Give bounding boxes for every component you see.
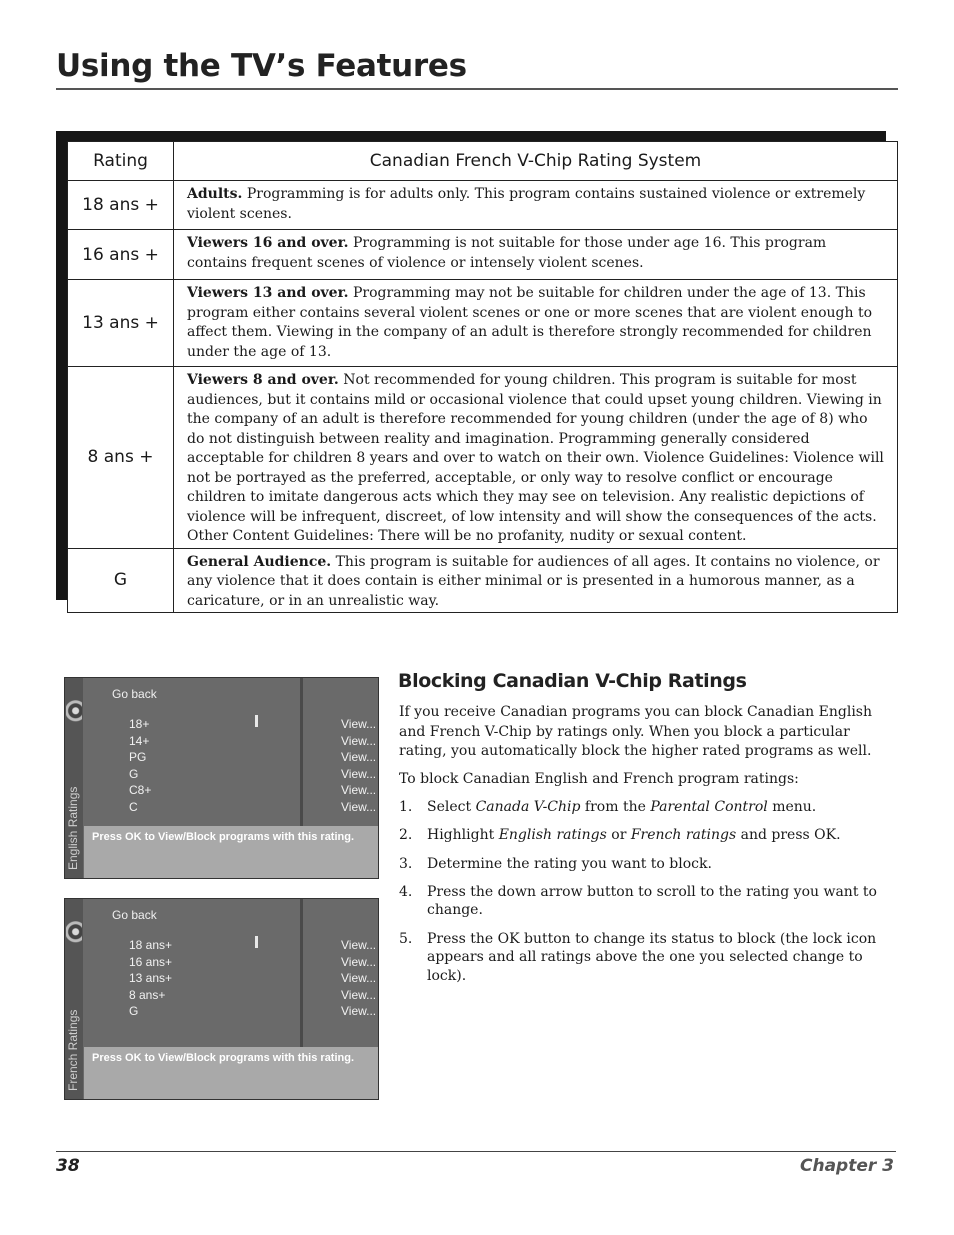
rating-item[interactable]: G [129,766,139,781]
footer-rule [56,1151,896,1152]
steps-lead: To block Canadian English and French program ratings: [399,771,799,787]
description-text: Programming is not suitable for those under age 16. This program contains frequent scenes of violence or intensely violent scenes. [187,235,827,271]
rating-cell: G [68,548,174,613]
description-lead: Viewers 13 and over. [187,285,349,301]
menu-right-pane [303,678,378,826]
step-text: and press OK. [736,827,841,844]
view-item[interactable]: View... [341,938,377,952]
menu-side-label: French Ratings [66,1009,80,1091]
table-row [68,367,898,549]
page-title: Using the TV’s Features [56,48,467,84]
english-ratings-menu [64,677,379,879]
description-text: Not recommended for young children. This program is suitable for most audiences, but it contains mild or occasional violence that could upset young children. Viewing in the company of an adult is therefore recommended for young children (under the age of 8) who do not distinguish between reality and imagination. Programming generally considered acceptable for children 8 years and over to watch on their own. Violence Guidelines: Violence will not be portrayed as the preferred, acceptable, or only way to resolve conflict or encourage children to imitate dangerous acts which they may see on television. Any realistic depictions of violence will be infrequent, discreet, of low intensity and will show the consequences of the acts. Other Content Guidelines: There will be no profanity, nudity or sexual content. [187,372,884,544]
menu-dial-icon [66,901,82,957]
go-back-item[interactable]: Go back [112,908,157,922]
rating-item[interactable]: 8 ans+ [129,987,166,1002]
step-number: 5. [399,930,413,947]
menu-help-text: Press OK to View/Block programs with this rating. [84,1047,378,1099]
description-cell [174,181,898,230]
col-rating-header: Rating [68,142,174,181]
step-text: or [606,827,631,844]
rating-item[interactable]: 18 ans+ [129,938,173,952]
description-cell [174,230,898,280]
menu-dial-icon [66,680,82,736]
menu-left-pane [84,678,300,826]
rating-item[interactable]: C8+ [129,783,152,798]
view-item[interactable]: View... [341,954,377,969]
rating-item[interactable]: 16 ans+ [129,954,173,969]
section-heading: Blocking Canadian V-Chip Ratings [398,670,747,692]
rating-item[interactable]: PG [129,750,147,765]
chapter-label: Chapter 3 [799,1156,894,1176]
description-lead: Adults. [187,186,243,202]
view-list [341,716,376,816]
description-lead: Viewers 8 and over. [187,372,339,388]
view-item[interactable]: View... [341,799,377,814]
view-item[interactable]: View... [341,987,377,1002]
description-lead: General Audience. [187,553,332,570]
step-item [399,883,889,920]
rating-cell: 16 ans + [68,230,174,280]
menu-left-pane [84,899,300,1047]
go-back-item[interactable]: Go back [112,687,157,701]
description-text: Programming is for adults only. This program contains sustained violence or extremely violent scenes. [187,186,866,222]
rating-cell: 8 ans + [68,367,174,549]
view-item[interactable]: View... [341,733,377,748]
step-item [399,930,889,986]
step-item [399,826,889,845]
menu-help-text: Press OK to View/Block programs with this rating. [84,826,378,878]
rating-item[interactable]: C [129,799,138,814]
french-ratings-menu [64,898,379,1100]
step-item [399,855,889,874]
step-emphasis: French ratings [630,827,737,844]
rating-item[interactable]: 13 ans+ [129,971,173,986]
view-item[interactable]: View... [341,971,377,986]
view-item[interactable]: View... [341,717,377,731]
rating-cell: 13 ans + [68,280,174,367]
table-row [68,181,898,230]
table-row [68,548,898,613]
page-number: 38 [56,1156,80,1176]
view-item[interactable]: View... [341,1004,377,1019]
menu-cursor [255,715,258,727]
step-emphasis: English ratings [498,827,607,844]
description-cell [174,367,898,549]
intro-paragraph: If you receive Canadian programs you can block Canadian English and French V-Chip by ratings only. When you block a particular rating, you automatically block the higher rated programs as well. [399,704,872,759]
rating-item[interactable]: G [129,1004,139,1019]
view-item[interactable]: View... [341,783,377,798]
step-text: Highlight [427,827,499,844]
step-number: 1. [399,799,413,815]
menu-cursor [255,936,258,948]
menu-side-label: English Ratings [66,786,80,870]
view-item[interactable]: View... [341,750,377,765]
step-emphasis: Parental Control [650,799,768,815]
step-text: menu. [767,799,817,815]
col-system-header: Canadian French V-Chip Rating System [174,142,898,181]
step-text: Determine the rating you want to block. [427,855,712,872]
menu-right-pane [303,899,378,1047]
description-lead: Viewers 16 and over. [187,235,349,251]
description-text: This program is suitable for audiences of all ages. It contains no violence, or any violence that it does contain is either minimal or is presented in a humorous manner, as a caricature, or in an unrealistic way. [187,553,880,609]
title-rule [56,88,898,90]
table-header-row [68,142,898,181]
step-text: Select [427,799,476,815]
step-text: from the [580,799,651,815]
rating-item[interactable]: 14+ [129,733,150,748]
table-row [68,230,898,280]
table-row [68,280,898,367]
step-number: 4. [399,883,413,900]
rating-item[interactable]: 18+ [129,717,150,731]
description-cell [174,280,898,367]
rating-list [129,937,172,1020]
step-text: Press the OK button to change its status to block (the lock icon appears and all ratings above the one you selected change to lock). [427,930,877,984]
rating-list [129,716,151,816]
step-item [399,798,889,817]
step-number: 3. [399,855,413,872]
step-emphasis: Canada V-Chip [475,799,581,815]
step-text: Press the down arrow button to scroll to the rating you want to change. [427,883,877,919]
steps-list [399,798,889,995]
view-item[interactable]: View... [341,766,377,781]
description-text: Programming may not be suitable for children under the age of 13. This program either contains several violent scenes or one or more scenes that are violent enough to affect them. Viewing in the company of an adult is therefore strongly recommended for children under the age of 13. [187,285,873,360]
description-cell [174,548,898,613]
rating-cell: 18 ans + [68,181,174,230]
ratings-table [67,141,898,613]
view-list [341,937,376,1020]
step-number: 2. [399,827,413,844]
